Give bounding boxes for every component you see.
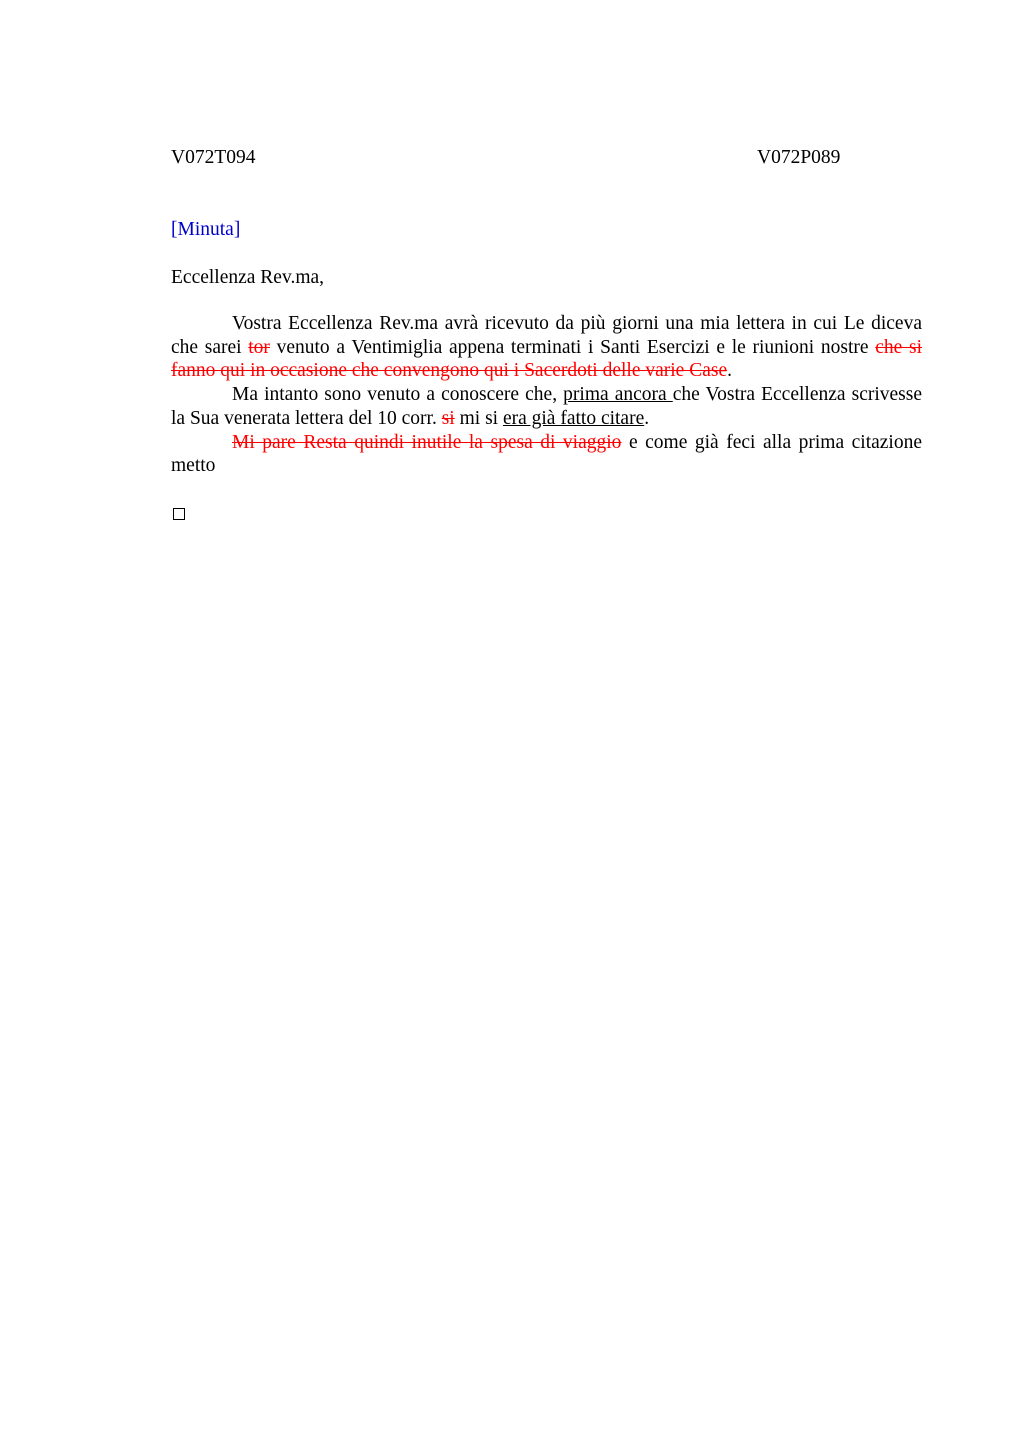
paragraph-2 — [171, 383, 922, 430]
salutation: Eccellenza Rev.ma, — [171, 267, 325, 288]
text-run: . — [644, 407, 650, 429]
header-codes — [171, 145, 922, 171]
text-run: Vostra Eccellenza Rev.ma avrà ricevuto da più giorni una mia lettera in cui Le diceva che sarei — [171, 313, 922, 358]
text-run: venuto a Ventimiglia appena terminati i Santi Esercizi e le riunioni nostre — [269, 336, 876, 358]
text-run: Ma intanto sono venuto a conoscere che, — [232, 384, 564, 406]
paragraph-1 — [171, 312, 922, 383]
deleted-text: Mi pare Resta quindi inutile la spesa di viaggio — [232, 431, 622, 453]
deleted-text: che si fanno qui in occasione che convengono qui i Sacerdoti delle varie Case — [171, 336, 922, 382]
added-text: prima ancora — [563, 384, 673, 406]
minuta-label: [Minuta] — [171, 219, 241, 240]
document-code-left: V072T094 — [171, 147, 256, 168]
deleted-text: tor — [248, 336, 270, 358]
document-code-right: V072P089 — [757, 147, 841, 168]
text-run: e come già feci alla prima citazione metto — [171, 431, 922, 477]
checkbox-square-icon — [173, 508, 185, 520]
added-text: era già fatto citare — [502, 407, 645, 429]
text-run: . — [727, 360, 732, 382]
letter-body — [171, 312, 922, 478]
text-run: che Vostra Eccellenza scrivesse la Sua venerata lettera del 10 corr. — [171, 384, 922, 429]
paragraph-3 — [171, 431, 922, 478]
deleted-text: si — [441, 407, 455, 429]
text-run: mi si — [454, 407, 503, 429]
document-page — [171, 145, 922, 477]
